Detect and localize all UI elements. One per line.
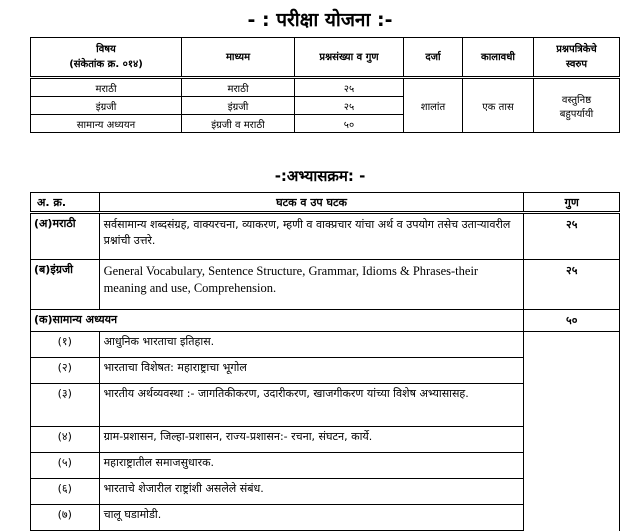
header-paper-type-line2: स्वरुप: [565, 59, 588, 70]
exam-subject: मराठी: [31, 78, 182, 97]
syllabus-title: -:अभ्यासक्रम: -: [274, 167, 366, 185]
header-duration: कालावधी: [463, 38, 534, 78]
subtopic-text: ग्राम-प्रशासन, जिल्हा-प्रशासन, राज्य-प्रशासन:- रचना, संघटन, कार्ये.: [99, 427, 524, 453]
subtopic-number: (७): [31, 505, 100, 531]
header-marks: गुण: [524, 193, 620, 213]
section-marks: २५: [524, 260, 620, 310]
header-subject-line2: (संकेतांक क्र. ०१४): [69, 59, 143, 70]
exam-medium: इंग्रजी: [182, 97, 295, 115]
exam-standard: शालांत: [404, 78, 463, 133]
syllabus-header-row: [31, 193, 620, 213]
subtopic-number: (३): [31, 384, 100, 427]
subtopic-text: आधुनिक भारताचा इतिहास.: [99, 332, 524, 358]
exam-scheme-table: [30, 37, 620, 133]
header-subject: [31, 38, 182, 78]
subtopic-number: (४): [31, 427, 100, 453]
header-subject-line1: विषय: [96, 44, 116, 55]
syllabus-table: [30, 192, 620, 531]
section-content: सर्वसामान्य शब्दसंग्रह, वाक्यरचना, व्याकरण, म्हणी व वाक्प्रचार यांचा अर्थ व उपयोग तसेच उताऱ्यावरील प्रश्नांची उत्तरे.: [99, 213, 524, 260]
subtopic-marks-blank: [524, 332, 620, 531]
syllabus-row-marathi: [31, 213, 620, 260]
section-name: (क)सामान्य अध्ययन: [31, 310, 524, 332]
subtopic-text: भारताचा विशेषत: महाराष्ट्राचा भूगोल: [99, 358, 524, 384]
header-topic: घटक व उप घटक: [99, 193, 524, 213]
header-medium: माध्यम: [182, 38, 295, 78]
subtopic-number: (१): [31, 332, 100, 358]
exam-marks: २५: [295, 97, 404, 115]
exam-scheme-title: - : परीक्षा योजना :-: [247, 9, 393, 31]
section-marks: २५: [524, 213, 620, 260]
exam-duration: एक तास: [463, 78, 534, 133]
section-marks: ५०: [524, 310, 620, 332]
exam-paper-type-line1: वस्तुनिष्ठ: [561, 94, 592, 106]
subtopic-number: (५): [31, 453, 100, 479]
syllabus-row-general: [31, 310, 620, 332]
subtopic-row: [31, 332, 620, 358]
header-paper-type-line1: प्रश्नपत्रिकेचे: [556, 44, 597, 55]
exam-medium: इंग्रजी व मराठी: [182, 115, 295, 133]
exam-table-header-row: [31, 38, 620, 78]
section-content: General Vocabulary, Sentence Structure, Grammar, Idioms & Phrases-their meaning and use, Comprehension.: [99, 260, 524, 310]
exam-subject: सामान्य अध्ययन: [31, 115, 182, 133]
section-name: (ब)इंग्रजी: [31, 260, 100, 310]
subtopic-text: भारतीय अर्थव्यवस्था :- जागतिकीकरण, उदारीकरण, खाजगीकरण यांच्या विशेष अभ्यासासह.: [99, 384, 524, 427]
exam-marks: ५०: [295, 115, 404, 133]
header-paper-type: [534, 38, 620, 78]
header-sr-no: अ. क्र.: [31, 193, 100, 213]
subtopic-text: चालू घडामोडी.: [99, 505, 524, 531]
subtopic-number: (२): [31, 358, 100, 384]
exam-medium: मराठी: [182, 78, 295, 97]
exam-paper-type-line2: बहुपर्यायी: [559, 108, 594, 120]
subtopic-number: (६): [31, 479, 100, 505]
subtopic-text: भारताचे शेजारील राष्ट्रांशी असलेले संबंध.: [99, 479, 524, 505]
section-name: (अ)मराठी: [31, 213, 100, 260]
exam-row-marathi: [31, 78, 620, 97]
header-questions-marks: प्रश्नसंख्या व गुण: [295, 38, 404, 78]
exam-subject: इंग्रजी: [31, 97, 182, 115]
syllabus-row-english: [31, 260, 620, 310]
exam-paper-type: [534, 78, 620, 133]
subtopic-text: महाराष्ट्रातील समाजसुधारक.: [99, 453, 524, 479]
exam-marks: २५: [295, 78, 404, 97]
header-standard: दर्जा: [404, 38, 463, 78]
